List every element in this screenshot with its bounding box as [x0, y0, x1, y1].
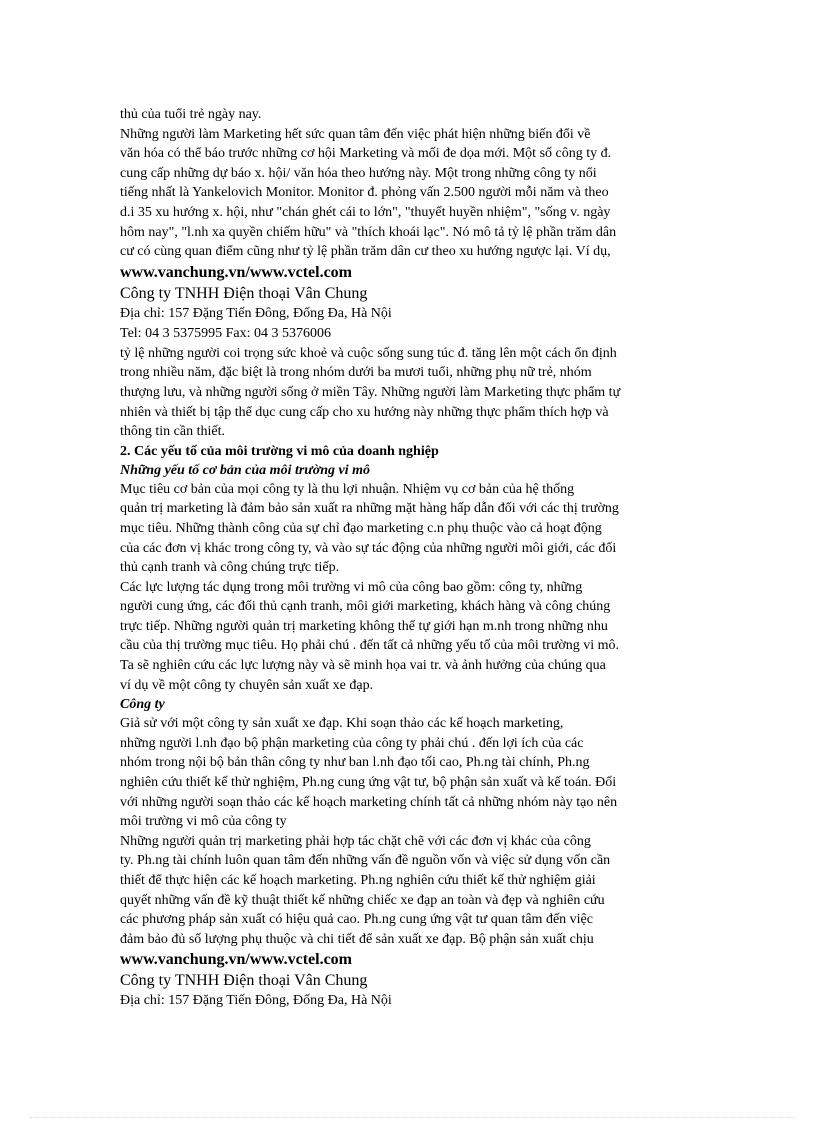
section-subheading: Những yếu tố cơ bản của môi trường vi mô [120, 462, 370, 478]
company-name: Công ty TNHH Điện thoại Vân Chung [120, 972, 368, 990]
text-line: cư có cùng quan điểm cũng như tỷ lệ phần trăm dân cư theo xu hướng ngược lại. Ví dụ, [120, 244, 611, 260]
text-line: người cung ứng, các đối thủ cạnh tranh, môi giới marketing, khách hàng và công chúng [120, 599, 611, 615]
text-line: môi trường vi mô của công ty [120, 814, 287, 830]
paragraph-block-1 [120, 105, 690, 262]
document-page [120, 105, 690, 1011]
text-line: thông tin cần thiết. [120, 424, 225, 440]
text-line: Giả sử với một công ty sản xuất xe đạp. Khi soạn thảo các kế hoạch marketing, [120, 716, 564, 732]
text-line: ty. Ph.ng tài chính luôn quan tâm đến những vấn đề nguồn vốn và việc sử dụng vốn cần [120, 853, 611, 869]
text-line: của các đơn vị khác trong công ty, và vào sự tác động của những người môi giới, các đối [120, 540, 617, 556]
text-line: d.i 35 xu hướng x. hội, như "chán ghét cái to lớn", "thuyết huyền nhiệm", "sống v. ngày [120, 204, 611, 220]
text-line: nhiên và thiết bị tập thể dục cung cấp cho xu hướng này những thực phẩm thích hợp và [120, 404, 609, 420]
text-line: thủ của tuổi trẻ ngày nay. [120, 107, 262, 122]
text-line: trong nhiều năm, đặc biệt là trong nhóm dưới ba mươi tuổi, những phụ nữ trẻ, nhóm [120, 365, 592, 381]
text-line: nhóm trong nội bộ bản thân công ty như ban l.nh đạo tối cao, Ph.ng tài chính, Ph.ng [120, 755, 590, 771]
text-line: Những người làm Marketing hết sức quan tâm đến việc phát hiện những biến đổi về [120, 126, 591, 142]
website-url: www.vanchung.vn/www.vctel.com [120, 951, 353, 969]
paragraph-block-2 [120, 344, 690, 442]
text-line: đảm bảo đủ số lượng phụ thuộc và chi tiết để sản xuất xe đạp. Bộ phận sản xuất chịu [120, 931, 594, 947]
paragraph-block-3 [120, 480, 690, 696]
company-address: Địa chỉ: 157 Đặng Tiến Đông, Đống Đa, Hà Nội [120, 993, 392, 1009]
text-line: tỷ lệ những người coi trọng sức khoẻ và cuộc sống sung túc đ. tăng lên một cách ổn định [120, 345, 617, 361]
text-line: Những người quản trị marketing phải hợp tác chặt chẽ với các đơn vị khác của công [120, 833, 591, 849]
text-line: ví dụ về một công ty chuyên sản xuất xe đạp. [120, 677, 374, 693]
text-line: những người l.nh đạo bộ phận marketing của công ty phải chú . đến lợi ích của các [120, 735, 584, 751]
text-line: Ta sẽ nghiên cứu các lực lượng này và sẽ minh họa vai tr. và ảnh hưởng của chúng qua [120, 658, 606, 674]
company-name: Công ty TNHH Điện thoại Vân Chung [120, 284, 368, 302]
text-line: cầu của thị trường mục tiêu. Họ phải chú . đến tất cả những yếu tố của môi trường vi mô. [120, 638, 620, 654]
text-line: nghiên cứu thiết kế thử nghiệm, Ph.ng cung ứng vật tư, bộ phận sản xuất và kế toán. Đối [120, 775, 617, 791]
company-footer-1 [120, 263, 690, 344]
text-line: tiếng nhất là Yankelovich Monitor. Monitor đ. phỏng vấn 2.500 người mỗi năm và theo [120, 185, 609, 201]
text-line: thượng lưu, và những người sống ở miền Tây. Những người làm Marketing thực phẩm tự [120, 384, 621, 400]
text-line: hôm nay", "l.nh xa quyền chiếm hữu" và "thích khoái lạc". Nó mô tả tỷ lệ phần trăm dân [120, 224, 617, 240]
text-line: với những người soạn thảo các kế hoạch marketing chính tất cả những nhóm này tạo nên [120, 794, 618, 810]
website-url: www.vanchung.vn/www.vctel.com [120, 263, 353, 281]
company-footer-2 [120, 950, 690, 1011]
text-line: quản trị marketing là đảm bảo sản xuất ra những mặt hàng hấp dẫn đối với các thị trường [120, 501, 619, 517]
text-line: thủ cạnh tranh và công chúng trực tiếp. [120, 560, 340, 576]
section-heading: 2. Các yếu tố của môi trường vi mô của doanh nghiệp [120, 443, 439, 459]
text-line: cung cấp những dự báo x. hội/ văn hóa theo hướng này. Một trong những công ty nổi [120, 165, 597, 181]
text-line: thiết để thực hiện các kế hoạch marketing. Ph.ng nghiên cứu thiết kế thử nghiệm giải [120, 873, 596, 888]
text-line: Các lực lượng tác dụng trong môi trường vi mô của công bao gồm: công ty, những [120, 579, 583, 595]
text-line: các phương pháp sản xuất có hiệu quả cao. Ph.ng cung ứng vật tư quan tâm đến việc [120, 912, 593, 928]
company-address: Địa chỉ: 157 Đặng Tiến Đông, Đống Đa, Hà Nội [120, 305, 392, 321]
text-line: trực tiếp. Những người quản trị marketing không thể tự giới hạn m.nh trong những nhu [120, 618, 608, 634]
text-line: Mục tiêu cơ bản của mọi công ty là thu lợi nhuận. Nhiệm vụ cơ bản của hệ thống [120, 481, 575, 497]
page-bottom-divider [30, 1117, 796, 1118]
text-line: mục tiêu. Những thành công của sự chỉ đạo marketing c.n phụ thuộc vào cả hoạt động [120, 520, 602, 536]
section-subheading: Công ty [120, 697, 165, 713]
text-line: văn hóa có thể báo trước những cơ hội Marketing và mối đe dọa mới. Một số công ty đ. [120, 146, 612, 162]
company-phone: Tel: 04 3 5375995 Fax: 04 3 5376006 [120, 325, 331, 341]
text-line: quyết những vấn đề kỹ thuật thiết kế những chiếc xe đạp an toàn và đẹp và nghiên cứu [120, 892, 605, 908]
paragraph-block-4 [120, 714, 690, 949]
